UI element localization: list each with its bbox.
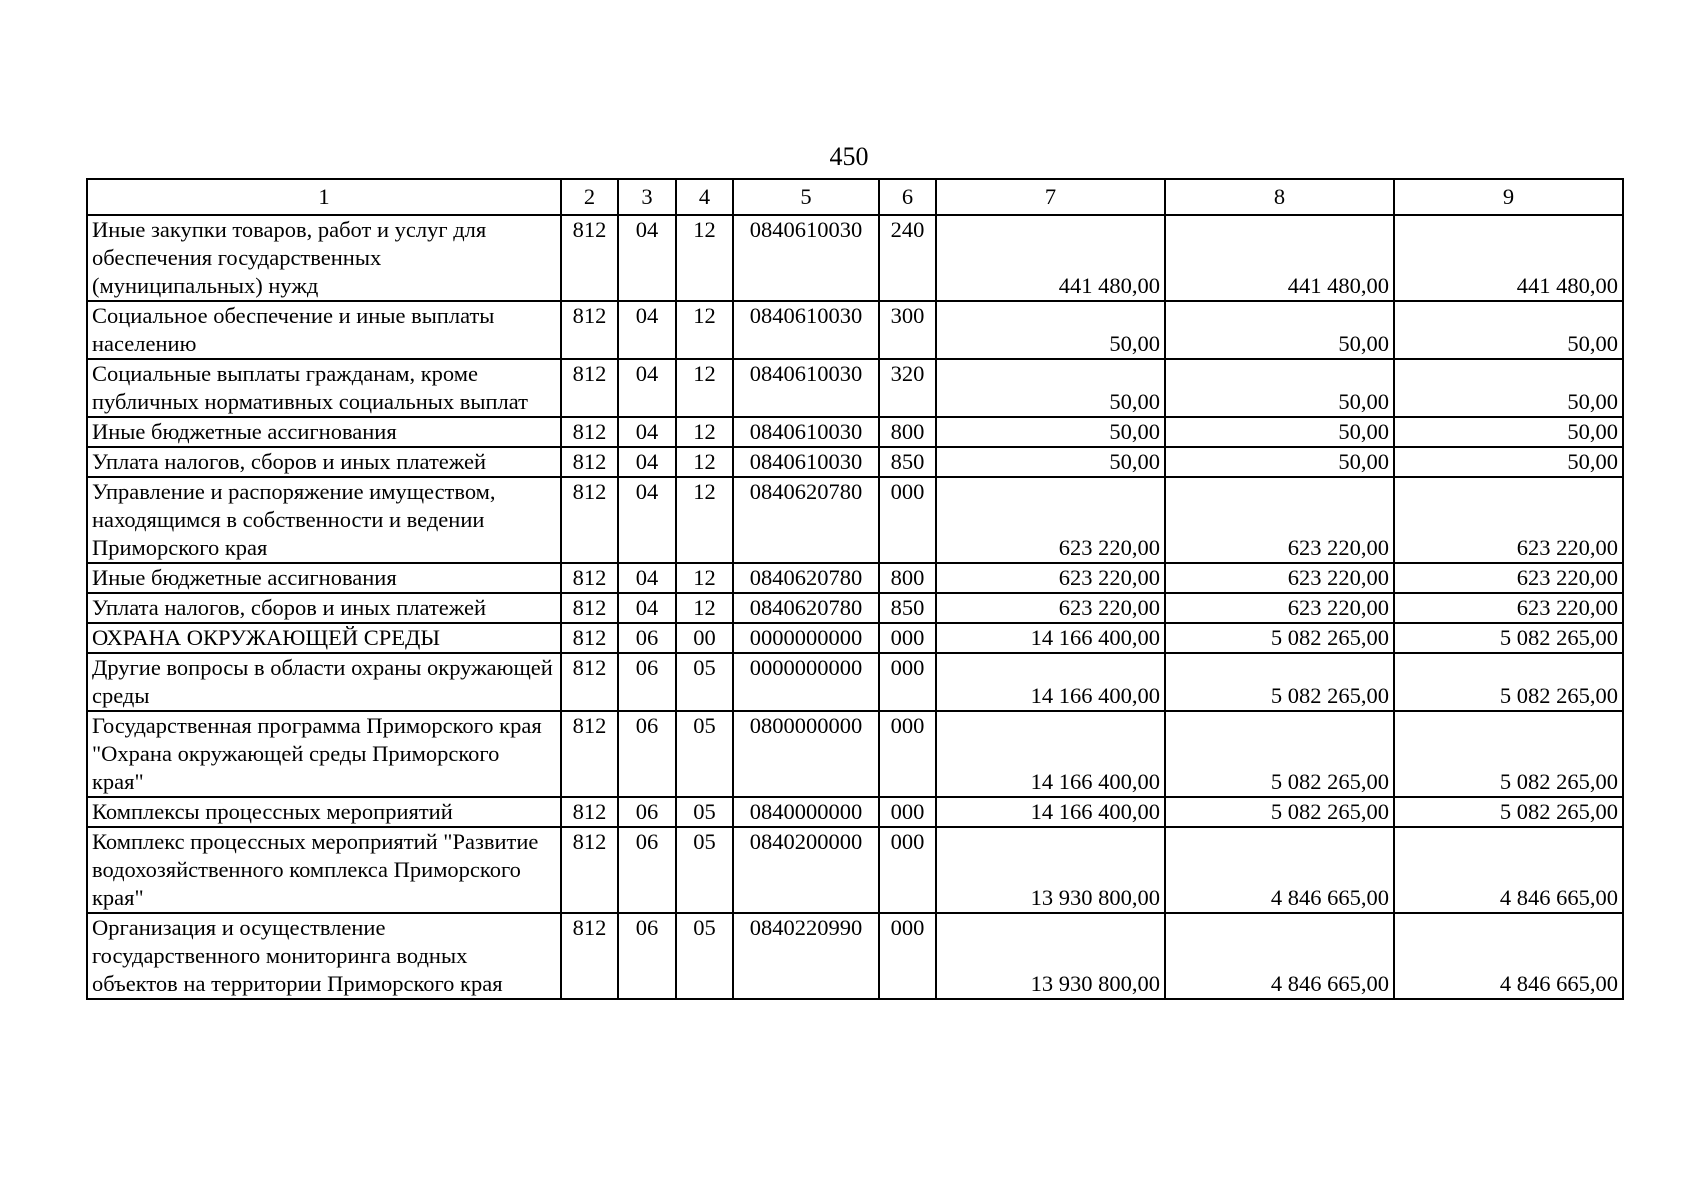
subsection-code: 05 xyxy=(676,827,733,913)
amount-col-8: 4 846 665,00 xyxy=(1165,827,1394,913)
target-article-code: 0840220990 xyxy=(733,913,879,999)
section-code: 06 xyxy=(618,827,676,913)
column-header: 6 xyxy=(879,179,936,215)
section-code: 04 xyxy=(618,301,676,359)
expense-type-code: 000 xyxy=(879,477,936,563)
ministry-code: 812 xyxy=(561,359,618,417)
row-name: Иные бюджетные ассигнования xyxy=(87,417,561,447)
table-row xyxy=(87,563,1623,593)
amount-col-9: 5 082 265,00 xyxy=(1394,653,1623,711)
ministry-code: 812 xyxy=(561,593,618,623)
ministry-code: 812 xyxy=(561,301,618,359)
target-article-code: 0000000000 xyxy=(733,653,879,711)
table-row xyxy=(87,827,1623,913)
target-article-code: 0840610030 xyxy=(733,417,879,447)
subsection-code: 05 xyxy=(676,913,733,999)
amount-col-9: 5 082 265,00 xyxy=(1394,797,1623,827)
amount-col-7: 50,00 xyxy=(936,359,1165,417)
target-article-code: 0840610030 xyxy=(733,215,879,301)
column-header: 4 xyxy=(676,179,733,215)
amount-col-8: 5 082 265,00 xyxy=(1165,653,1394,711)
row-name: Социальные выплаты гражданам, кроме публичных нормативных социальных выплат xyxy=(87,359,561,417)
amount-col-7: 623 220,00 xyxy=(936,477,1165,563)
amount-col-8: 5 082 265,00 xyxy=(1165,797,1394,827)
amount-col-8: 5 082 265,00 xyxy=(1165,623,1394,653)
row-name: Комплексы процессных мероприятий xyxy=(87,797,561,827)
amount-col-9: 5 082 265,00 xyxy=(1394,711,1623,797)
subsection-code: 12 xyxy=(676,359,733,417)
amount-col-9: 623 220,00 xyxy=(1394,593,1623,623)
amount-col-7: 14 166 400,00 xyxy=(936,797,1165,827)
target-article-code: 0840200000 xyxy=(733,827,879,913)
ministry-code: 812 xyxy=(561,797,618,827)
ministry-code: 812 xyxy=(561,447,618,477)
column-header: 5 xyxy=(733,179,879,215)
ministry-code: 812 xyxy=(561,477,618,563)
amount-col-7: 50,00 xyxy=(936,417,1165,447)
column-header: 8 xyxy=(1165,179,1394,215)
section-code: 04 xyxy=(618,417,676,447)
table-row xyxy=(87,447,1623,477)
amount-col-9: 50,00 xyxy=(1394,447,1623,477)
table-row xyxy=(87,653,1623,711)
section-code: 06 xyxy=(618,623,676,653)
amount-col-8: 4 846 665,00 xyxy=(1165,913,1394,999)
column-header: 9 xyxy=(1394,179,1623,215)
amount-col-7: 14 166 400,00 xyxy=(936,711,1165,797)
table-row xyxy=(87,359,1623,417)
section-code: 06 xyxy=(618,797,676,827)
target-article-code: 0000000000 xyxy=(733,623,879,653)
table-row xyxy=(87,301,1623,359)
table-row xyxy=(87,417,1623,447)
subsection-code: 00 xyxy=(676,623,733,653)
amount-col-9: 441 480,00 xyxy=(1394,215,1623,301)
section-code: 06 xyxy=(618,711,676,797)
expense-type-code: 000 xyxy=(879,623,936,653)
table-row xyxy=(87,711,1623,797)
row-name: Иные закупки товаров, работ и услуг для обеспечения государственных (муниципальных) нужд xyxy=(87,215,561,301)
table-row xyxy=(87,913,1623,999)
row-name: Иные бюджетные ассигнования xyxy=(87,563,561,593)
row-name: Другие вопросы в области охраны окружающей среды xyxy=(87,653,561,711)
section-code: 04 xyxy=(618,477,676,563)
amount-col-8: 50,00 xyxy=(1165,417,1394,447)
table-row xyxy=(87,797,1623,827)
amount-col-7: 13 930 800,00 xyxy=(936,827,1165,913)
section-code: 04 xyxy=(618,593,676,623)
expense-type-code: 850 xyxy=(879,593,936,623)
expense-type-code: 320 xyxy=(879,359,936,417)
ministry-code: 812 xyxy=(561,623,618,653)
amount-col-9: 4 846 665,00 xyxy=(1394,913,1623,999)
expense-type-code: 000 xyxy=(879,711,936,797)
amount-col-7: 14 166 400,00 xyxy=(936,653,1165,711)
section-code: 06 xyxy=(618,913,676,999)
target-article-code: 0840610030 xyxy=(733,359,879,417)
amount-col-7: 14 166 400,00 xyxy=(936,623,1165,653)
column-number-row xyxy=(87,179,1623,215)
amount-col-9: 5 082 265,00 xyxy=(1394,623,1623,653)
subsection-code: 05 xyxy=(676,797,733,827)
subsection-code: 05 xyxy=(676,653,733,711)
target-article-code: 0840610030 xyxy=(733,447,879,477)
subsection-code: 05 xyxy=(676,711,733,797)
expense-type-code: 000 xyxy=(879,827,936,913)
target-article-code: 0840620780 xyxy=(733,477,879,563)
ministry-code: 812 xyxy=(561,711,618,797)
amount-col-8: 623 220,00 xyxy=(1165,593,1394,623)
amount-col-9: 623 220,00 xyxy=(1394,563,1623,593)
column-header: 7 xyxy=(936,179,1165,215)
ministry-code: 812 xyxy=(561,417,618,447)
section-code: 06 xyxy=(618,653,676,711)
row-name: ОХРАНА ОКРУЖАЮЩЕЙ СРЕДЫ xyxy=(87,623,561,653)
subsection-code: 12 xyxy=(676,563,733,593)
row-name: Комплекс процессных мероприятий "Развитие водохозяйственного комплекса Приморского края" xyxy=(87,827,561,913)
amount-col-9: 623 220,00 xyxy=(1394,477,1623,563)
budget-table xyxy=(86,178,1624,1000)
column-header: 3 xyxy=(618,179,676,215)
amount-col-7: 441 480,00 xyxy=(936,215,1165,301)
target-article-code: 0840620780 xyxy=(733,563,879,593)
row-name: Уплата налогов, сборов и иных платежей xyxy=(87,593,561,623)
subsection-code: 12 xyxy=(676,301,733,359)
amount-col-8: 623 220,00 xyxy=(1165,563,1394,593)
table-row xyxy=(87,215,1623,301)
ministry-code: 812 xyxy=(561,653,618,711)
page-number: 450 xyxy=(829,142,869,171)
table-row xyxy=(87,477,1623,563)
expense-type-code: 000 xyxy=(879,653,936,711)
row-name: Государственная программа Приморского края "Охрана окружающей среды Приморского края" xyxy=(87,711,561,797)
subsection-code: 12 xyxy=(676,593,733,623)
ministry-code: 812 xyxy=(561,913,618,999)
amount-col-7: 623 220,00 xyxy=(936,563,1165,593)
amount-col-9: 50,00 xyxy=(1394,359,1623,417)
row-name: Уплата налогов, сборов и иных платежей xyxy=(87,447,561,477)
amount-col-8: 50,00 xyxy=(1165,359,1394,417)
section-code: 04 xyxy=(618,359,676,417)
expense-type-code: 240 xyxy=(879,215,936,301)
row-name: Социальное обеспечение и иные выплаты населению xyxy=(87,301,561,359)
column-header: 1 xyxy=(87,179,561,215)
expense-type-code: 800 xyxy=(879,563,936,593)
ministry-code: 812 xyxy=(561,563,618,593)
table-row xyxy=(87,593,1623,623)
section-code: 04 xyxy=(618,563,676,593)
section-code: 04 xyxy=(618,447,676,477)
amount-col-7: 50,00 xyxy=(936,447,1165,477)
subsection-code: 12 xyxy=(676,447,733,477)
amount-col-7: 623 220,00 xyxy=(936,593,1165,623)
ministry-code: 812 xyxy=(561,215,618,301)
ministry-code: 812 xyxy=(561,827,618,913)
amount-col-8: 50,00 xyxy=(1165,301,1394,359)
target-article-code: 0800000000 xyxy=(733,711,879,797)
amount-col-8: 623 220,00 xyxy=(1165,477,1394,563)
amount-col-7: 50,00 xyxy=(936,301,1165,359)
amount-col-8: 50,00 xyxy=(1165,447,1394,477)
target-article-code: 0840000000 xyxy=(733,797,879,827)
expense-type-code: 800 xyxy=(879,417,936,447)
amount-col-7: 13 930 800,00 xyxy=(936,913,1165,999)
column-header: 2 xyxy=(561,179,618,215)
amount-col-9: 50,00 xyxy=(1394,417,1623,447)
table-row xyxy=(87,623,1623,653)
row-name: Организация и осуществление государственного мониторинга водных объектов на территории Приморского края xyxy=(87,913,561,999)
subsection-code: 12 xyxy=(676,417,733,447)
row-name: Управление и распоряжение имуществом, находящимся в собственности и ведении Приморского края xyxy=(87,477,561,563)
expense-type-code: 000 xyxy=(879,797,936,827)
section-code: 04 xyxy=(618,215,676,301)
amount-col-9: 50,00 xyxy=(1394,301,1623,359)
subsection-code: 12 xyxy=(676,215,733,301)
subsection-code: 12 xyxy=(676,477,733,563)
amount-col-8: 441 480,00 xyxy=(1165,215,1394,301)
amount-col-8: 5 082 265,00 xyxy=(1165,711,1394,797)
target-article-code: 0840620780 xyxy=(733,593,879,623)
expense-type-code: 000 xyxy=(879,913,936,999)
expense-type-code: 300 xyxy=(879,301,936,359)
target-article-code: 0840610030 xyxy=(733,301,879,359)
amount-col-9: 4 846 665,00 xyxy=(1394,827,1623,913)
expense-type-code: 850 xyxy=(879,447,936,477)
